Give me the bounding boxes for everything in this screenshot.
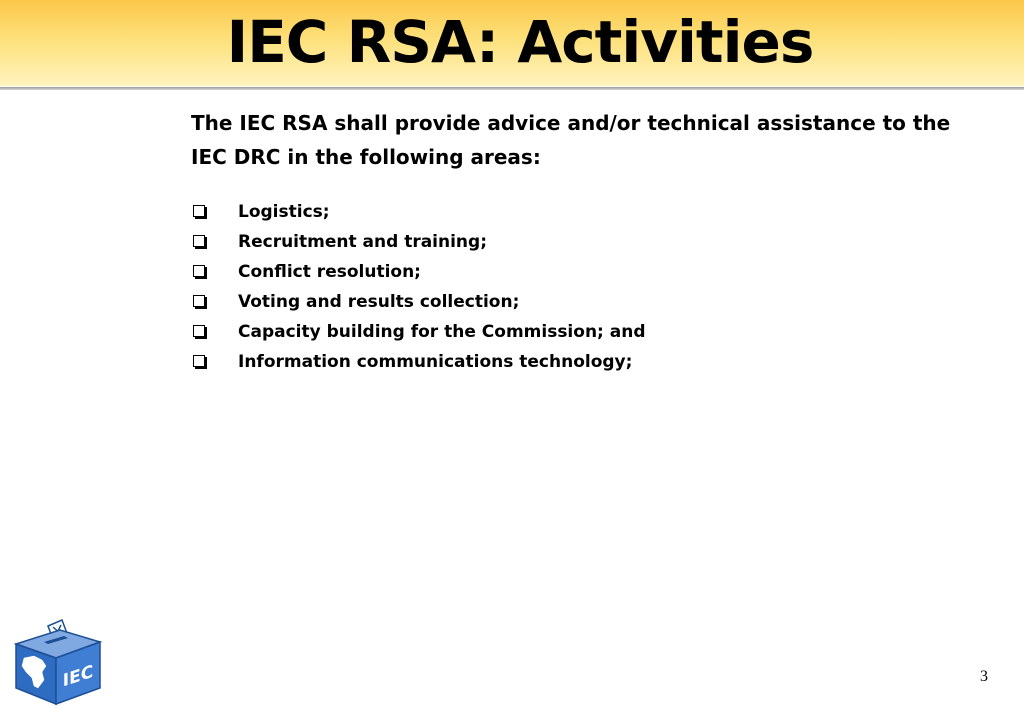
list-item-label: Capacity building for the Commission; and: [238, 322, 646, 342]
list-item: [191, 287, 646, 317]
list-item: [191, 197, 646, 227]
title-banner: [0, 0, 1024, 86]
title-divider: [0, 87, 1024, 90]
checkbox-bullet-icon: [193, 235, 205, 247]
checkbox-bullet-icon: [193, 355, 205, 367]
list-item-label: Conflict resolution;: [238, 262, 421, 282]
list-item: [191, 347, 646, 377]
list-item-label: Logistics;: [238, 202, 330, 222]
list-item-label: Recruitment and training;: [238, 232, 487, 252]
list-item-label: Information communications technology;: [238, 352, 633, 372]
iec-ballot-box-logo: [12, 616, 104, 706]
logo-text: IEC: [62, 661, 94, 692]
list-item-label: Voting and results collection;: [238, 292, 520, 312]
checkbox-bullet-icon: [193, 205, 205, 217]
checkbox-bullet-icon: [193, 325, 205, 337]
checkbox-bullet-icon: [193, 295, 205, 307]
page-number: 3: [980, 668, 988, 685]
checkbox-bullet-icon: [193, 265, 205, 277]
list-item: [191, 257, 646, 287]
list-item: [191, 227, 646, 257]
slide-title: IEC RSA: Activities: [226, 8, 814, 76]
list-item: [191, 317, 646, 347]
activity-list: [191, 197, 646, 377]
intro-paragraph: The IEC RSA shall provide advice and/or technical assistance to the IEC DRC in the following areas:: [191, 111, 951, 169]
